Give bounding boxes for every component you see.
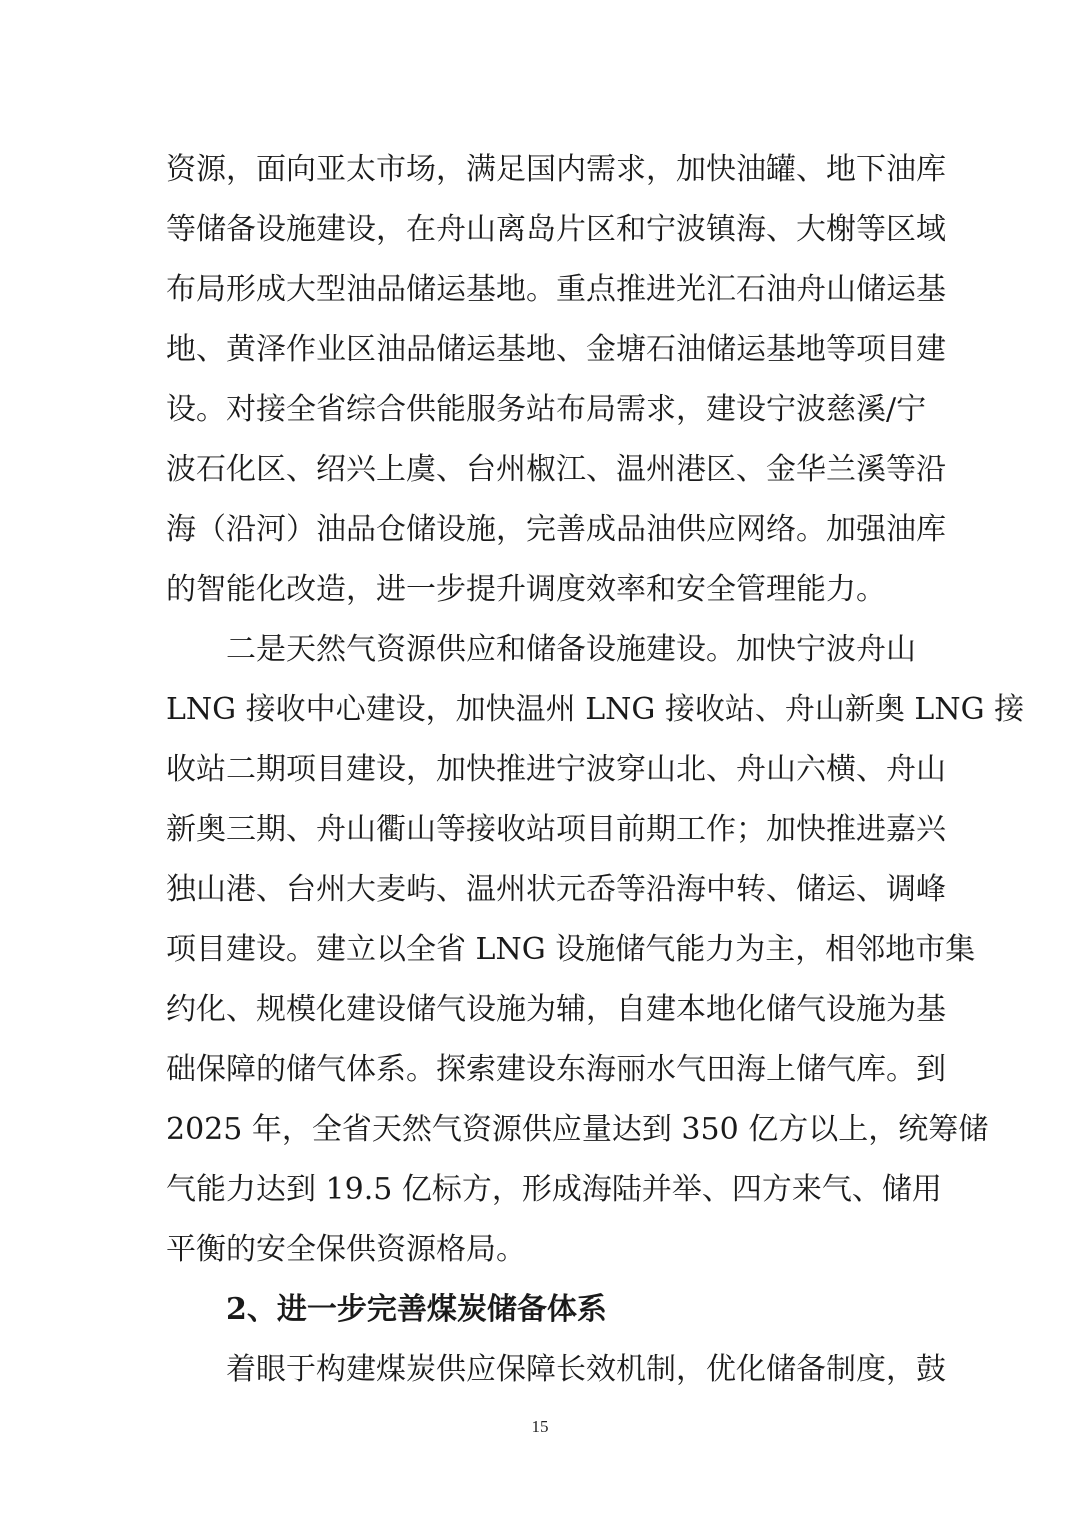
section-heading: 2、进一步完善煤炭储备体系 [226,1292,607,1327]
paragraph-line: LNG 接收中心建设，加快温州 LNG 接收站、舟山新奥 LNG 接 [166,692,1025,727]
paragraph-line: 气能力达到 19.5 亿标方，形成海陆并举、四方来气、储用 [166,1172,942,1207]
paragraph-line: 布局形成大型油品储运基地。重点推进光汇石油舟山储运基 [166,272,946,307]
page-number: 15 [531,1417,549,1436]
paragraph-line: 2025 年，全省天然气资源供应量达到 350 亿方以上，统筹储 [166,1112,989,1147]
paragraph-line: 等储备设施建设，在舟山离岛片区和宁波镇海、大榭等区域 [166,212,946,247]
paragraph-line: 着眼于构建煤炭供应保障长效机制，优化储备制度，鼓 [226,1352,946,1387]
paragraph-line: 收站二期项目建设，加快推进宁波穿山北、舟山六横、舟山 [166,752,946,787]
paragraph-line: 础保障的储气体系。探索建设东海丽水气田海上储气库。到 [166,1052,946,1087]
paragraph-line: 项目建设。建立以全省 LNG 设施储气能力为主，相邻地市集 [166,932,976,967]
paragraph-line: 平衡的安全保供资源格局。 [166,1232,526,1267]
paragraph-line: 地、黄泽作业区油品储运基地、金塘石油储运基地等项目建 [166,332,946,367]
paragraph-line: 资源，面向亚太市场，满足国内需求，加快油罐、地下油库 [166,152,946,187]
paragraph-line: 海（沿河）油品仓储设施，完善成品油供应网络。加强油库 [166,512,946,547]
paragraph-line: 波石化区、绍兴上虞、台州椒江、温州港区、金华兰溪等沿 [166,452,946,487]
paragraph-line: 二是天然气资源供应和储备设施建设。加快宁波舟山 [226,632,916,667]
paragraph-line: 新奥三期、舟山衢山等接收站项目前期工作；加快推进嘉兴 [166,812,946,847]
paragraph-line: 的智能化改造，进一步提升调度效率和安全管理能力。 [166,572,886,607]
paragraph-line: 约化、规模化建设储气设施为辅，自建本地化储气设施为基 [166,992,946,1027]
paragraph-line: 设。对接全省综合供能服务站布局需求，建设宁波慈溪/宁 [166,392,927,427]
paragraph-line: 独山港、台州大麦屿、温州状元岙等沿海中转、储运、调峰 [166,872,946,907]
